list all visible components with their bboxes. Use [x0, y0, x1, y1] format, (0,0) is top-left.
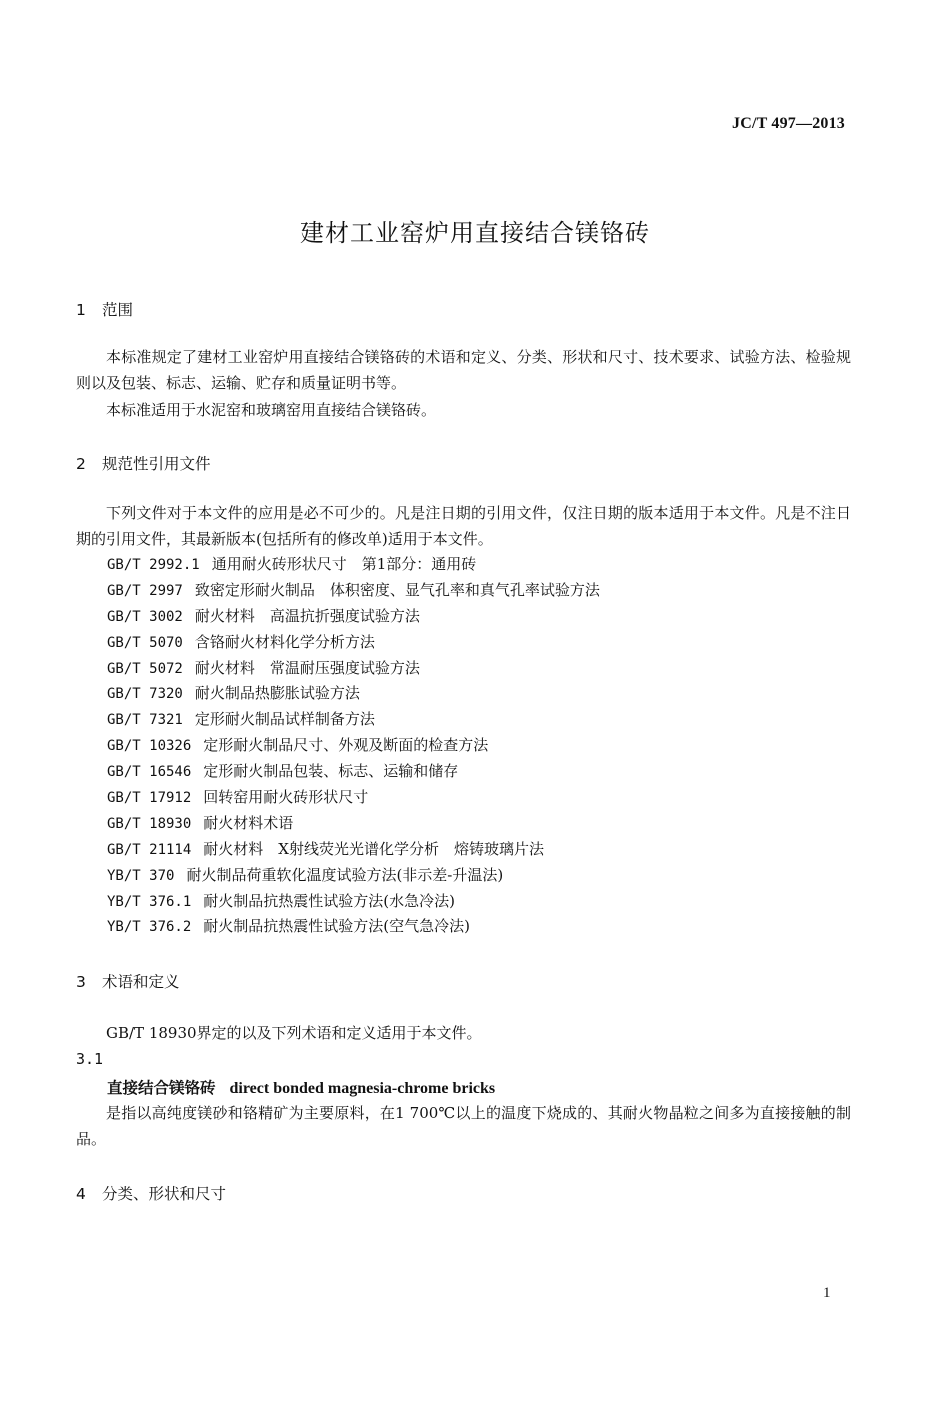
reference-code: GB/T 7321	[107, 712, 183, 729]
reference-code: YB/T 376.2	[107, 919, 192, 936]
standard-number: JC/T 497—2013	[732, 115, 845, 132]
term-chinese: 直接结合镁铬砖	[107, 1079, 216, 1097]
reference-code: GB/T 5070	[107, 634, 183, 651]
term-heading	[107, 1076, 495, 1098]
reference-title: 耐火材料术语	[203, 813, 294, 832]
section-title: 规范性引用文件	[102, 455, 211, 473]
reference-code: GB/T 17912	[107, 790, 192, 807]
reference-code: GB/T 16546	[107, 764, 192, 781]
reference-title: 致密定形耐火制品 体积密度、显气孔率和真气孔率试验方法	[194, 580, 600, 599]
reference-title: 耐火材料 X射线荧光光谱化学分析 熔铸玻璃片法	[203, 839, 544, 858]
reference-list	[107, 552, 847, 940]
section-number: 1	[76, 301, 86, 319]
reference-item	[107, 889, 847, 915]
reference-item	[107, 707, 847, 733]
section-4-heading	[76, 1182, 226, 1204]
reference-title: 回转窑用耐火砖形状尺寸	[203, 788, 369, 807]
term-english: direct bonded magnesia-chrome bricks	[229, 1080, 496, 1097]
section-1-heading	[76, 298, 133, 320]
reference-code: GB/T 2997	[107, 582, 183, 599]
reference-code: GB/T 2992.1	[107, 557, 200, 573]
reference-title: 耐火制品热膨胀试验方法	[194, 684, 360, 703]
reference-title: 定形耐火制品尺寸、外观及断面的检查方法	[203, 736, 489, 755]
reference-code: GB/T 18930	[107, 815, 192, 832]
reference-item	[107, 604, 847, 630]
scope-paragraph-1: 本标准规定了建材工业窑炉用直接结合镁铬砖的术语和定义、分类、形状和尺寸、技术要求、试验方法、检验规则以及包装、标志、运输、贮存和质量证明书等。	[76, 348, 851, 392]
reference-title: 耐火制品荷重软化温度试验方法(非示差-升温法)	[186, 865, 504, 884]
reference-title: 耐火制品抗热震性试验方法(空气急冷法)	[203, 917, 471, 936]
reference-item	[107, 578, 847, 604]
reference-code: YB/T 376.1	[107, 893, 192, 910]
scope-paragraph-2: 本标准适用于水泥窑和玻璃窑用直接结合镁铬砖。	[106, 401, 437, 419]
reference-item	[107, 733, 847, 759]
section-title: 术语和定义	[102, 973, 180, 991]
reference-code: GB/T 7320	[107, 686, 183, 703]
reference-item	[107, 681, 847, 707]
reference-title: 耐火制品抗热震性试验方法(水急冷法)	[203, 891, 456, 910]
reference-item	[107, 863, 847, 889]
reference-item	[107, 811, 847, 837]
reference-code: YB/T 370	[107, 867, 175, 884]
reference-item	[107, 837, 847, 863]
section-3-heading	[76, 970, 180, 992]
section-number: 4	[76, 1185, 86, 1203]
reference-item	[107, 914, 847, 940]
reference-item	[107, 759, 847, 785]
document-title: 建材工业窑炉用直接结合镁铬砖	[300, 219, 650, 247]
reference-title: 定形耐火制品试样制备方法	[194, 710, 375, 729]
page-number: 1	[823, 1285, 831, 1301]
reference-title: 耐火材料 高温抗折强度试验方法	[194, 606, 420, 625]
section-number: 2	[76, 455, 86, 473]
reference-title: 耐火材料 常温耐压强度试验方法	[194, 658, 420, 677]
term-definition: 是指以高纯度镁砂和铬精矿为主要原料，在1 700℃以上的温度下烧成的、其耐火物晶粒之间多为直接接触的制品。	[76, 1104, 851, 1148]
reference-title: 定形耐火制品包装、标志、运输和储存	[203, 762, 459, 781]
reference-code: GB/T 10326	[107, 738, 192, 755]
reference-code: GB/T 3002	[107, 608, 183, 625]
reference-item	[107, 552, 847, 578]
section-title: 分类、形状和尺寸	[102, 1185, 227, 1203]
section-number: 3	[76, 973, 86, 991]
terms-intro: GB/T 18930界定的以及下列术语和定义适用于本文件。	[106, 1024, 482, 1042]
term-number: 3.1	[76, 1050, 104, 1068]
reference-item	[107, 785, 847, 811]
references-intro: 下列文件对于本文件的应用是必不可少的。凡是注日期的引用文件，仅注日期的版本适用于本文件。凡是不注日期的引用文件，其最新版本(包括所有的修改单)适用于本文件。	[76, 504, 851, 548]
reference-code: GB/T 21114	[107, 841, 192, 858]
section-title: 范围	[102, 301, 134, 319]
reference-code: GB/T 5072	[107, 660, 183, 677]
reference-item	[107, 630, 847, 656]
section-2-heading	[76, 452, 211, 474]
reference-item	[107, 656, 847, 682]
reference-title: 含铬耐火材料化学分析方法	[194, 632, 375, 651]
reference-title: 通用耐火砖形状尺寸 第1部分：通用砖	[211, 555, 477, 573]
